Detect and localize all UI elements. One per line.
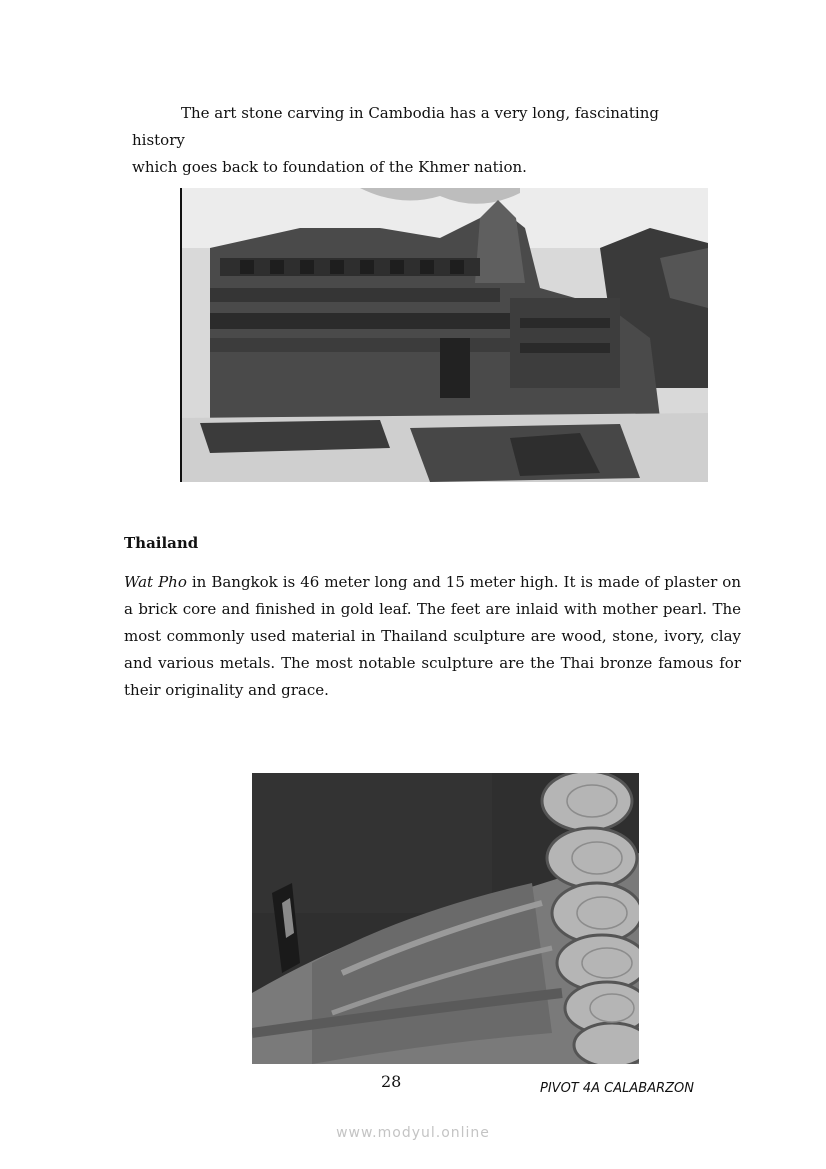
footer-label: PIVOT 4A CALABARZON <box>540 1081 694 1096</box>
watermark: www.modyul.online <box>336 1125 490 1141</box>
khmer-temple-photo <box>180 188 708 482</box>
thailand-paragraph <box>124 569 741 704</box>
page-number: 28 <box>381 1072 402 1091</box>
intro-line-1: The art stone carving in Cambodia has a very long, fascinating history <box>132 104 659 149</box>
section-heading-thailand: Thailand <box>124 534 199 552</box>
intro-line-2: which goes back to foundation of the Khmer nation. <box>132 158 527 176</box>
intro-paragraph <box>132 100 712 181</box>
wat-pho-title: Wat Pho <box>124 573 187 591</box>
reclining-buddha-feet-photo <box>252 773 639 1064</box>
thailand-paragraph-text: in Bangkok is 46 meter long and 15 meter high. It is made of plaster on a brick core and finished in gold leaf. The feet are inlaid with mother pearl. The most commonly used material in Thailand sculpture are wood, stone, ivory, clay and various metals. The most notable sculpture are the Thai bronze famous for their originality and grace. <box>124 573 741 699</box>
